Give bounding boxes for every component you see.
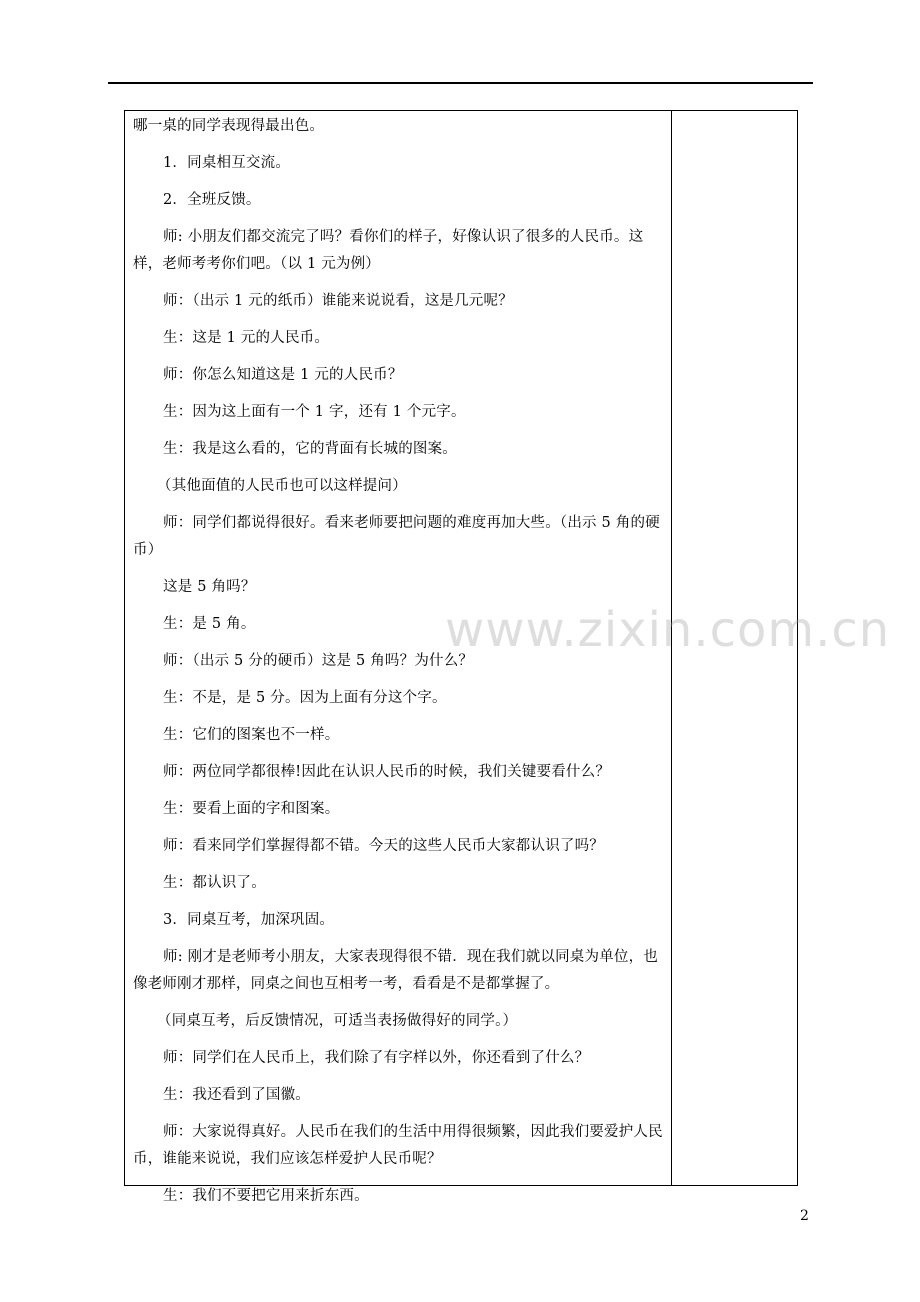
paragraph: 师：大家说得真好。人民币在我们的生活中用得很频繁，因此我们要爱护人民币，谁能来说说，我们应该怎样爱护人民币呢？: [133, 1124, 663, 1167]
paragraph: 师：同学们在人民币上，我们除了有字样以外，你还看到了什么？: [163, 1050, 590, 1066]
paragraph: 生：是 5 角。: [163, 616, 256, 632]
paragraph: 师：（出示 5 分的硬币）这是 5 角吗？为什么？: [163, 653, 474, 669]
paragraph: 师：看来同学们掌握得都不错。今天的这些人民币大家都认识了吗？: [163, 838, 604, 854]
header-rule: [108, 82, 813, 84]
paragraph: 生：我还看到了国徽。: [163, 1087, 310, 1103]
paragraph: 2．全班反馈。: [163, 192, 261, 208]
paragraph: 哪一桌的同学表现得最出色。: [133, 118, 325, 134]
paragraph: 生：不是，是 5 分。因为上面有分这个字。: [163, 690, 447, 706]
paragraph: 师：你怎么知道这是 1 元的人民币？: [163, 367, 403, 383]
paragraph: （同桌互考，后反馈情况，可适当表扬做得好的同学。）: [157, 1013, 518, 1029]
paragraph: 生：都认识了。: [163, 875, 266, 891]
paragraph: 师: 小朋友们都交流完了吗？看你们的样子，好像认识了很多的人民币。这样，老师考考你们吧。（以 1 元为例）: [133, 229, 644, 272]
watermark: www.zixin.com.cn: [445, 602, 891, 658]
paragraph: 生：我是这么看的，它的背面有长城的图案。: [163, 441, 457, 457]
paragraph: 生：我们不要把它用来折东西。: [163, 1188, 369, 1204]
page-number: 2: [800, 1208, 809, 1224]
paragraph: 这是 5 角吗？: [163, 579, 256, 595]
paragraph: 师：两位同学都很棒!因此在认识人民币的时候，我们关键要看什么？: [163, 764, 611, 780]
notes-cell: [672, 111, 797, 1185]
paragraph: 3．同桌互考，加深巩固。: [163, 912, 335, 928]
paragraph: 师: 刚才是老师考小朋友，大家表现得很不错．现在我们就以同桌为单位，也像老师刚才那样，同桌之间也互相考一考，看看是不是都掌握了。: [133, 949, 658, 992]
paragraph: 生：要看上面的字和图案。: [163, 801, 340, 817]
paragraph: 师：（出示 1 元的纸币）谁能来说说看，这是几元呢？: [163, 293, 513, 309]
paragraph: 1．同桌相互交流。: [163, 155, 291, 171]
paragraph: 师：同学们都说得很好。看来老师要把问题的难度再加大些。（出示 5 角的硬币）: [133, 515, 660, 558]
paragraph: 生：这是 1 元的人民币。: [163, 330, 330, 346]
paragraph: 生：它们的图案也不一样。: [163, 727, 340, 743]
paragraph: （其他面值的人民币也可以这样提问）: [157, 478, 407, 494]
lesson-content-cell: [133, 113, 663, 1220]
paragraph: 生：因为这上面有一个 1 字，还有 1 个元字。: [163, 404, 466, 420]
lesson-table: [124, 110, 798, 1204]
